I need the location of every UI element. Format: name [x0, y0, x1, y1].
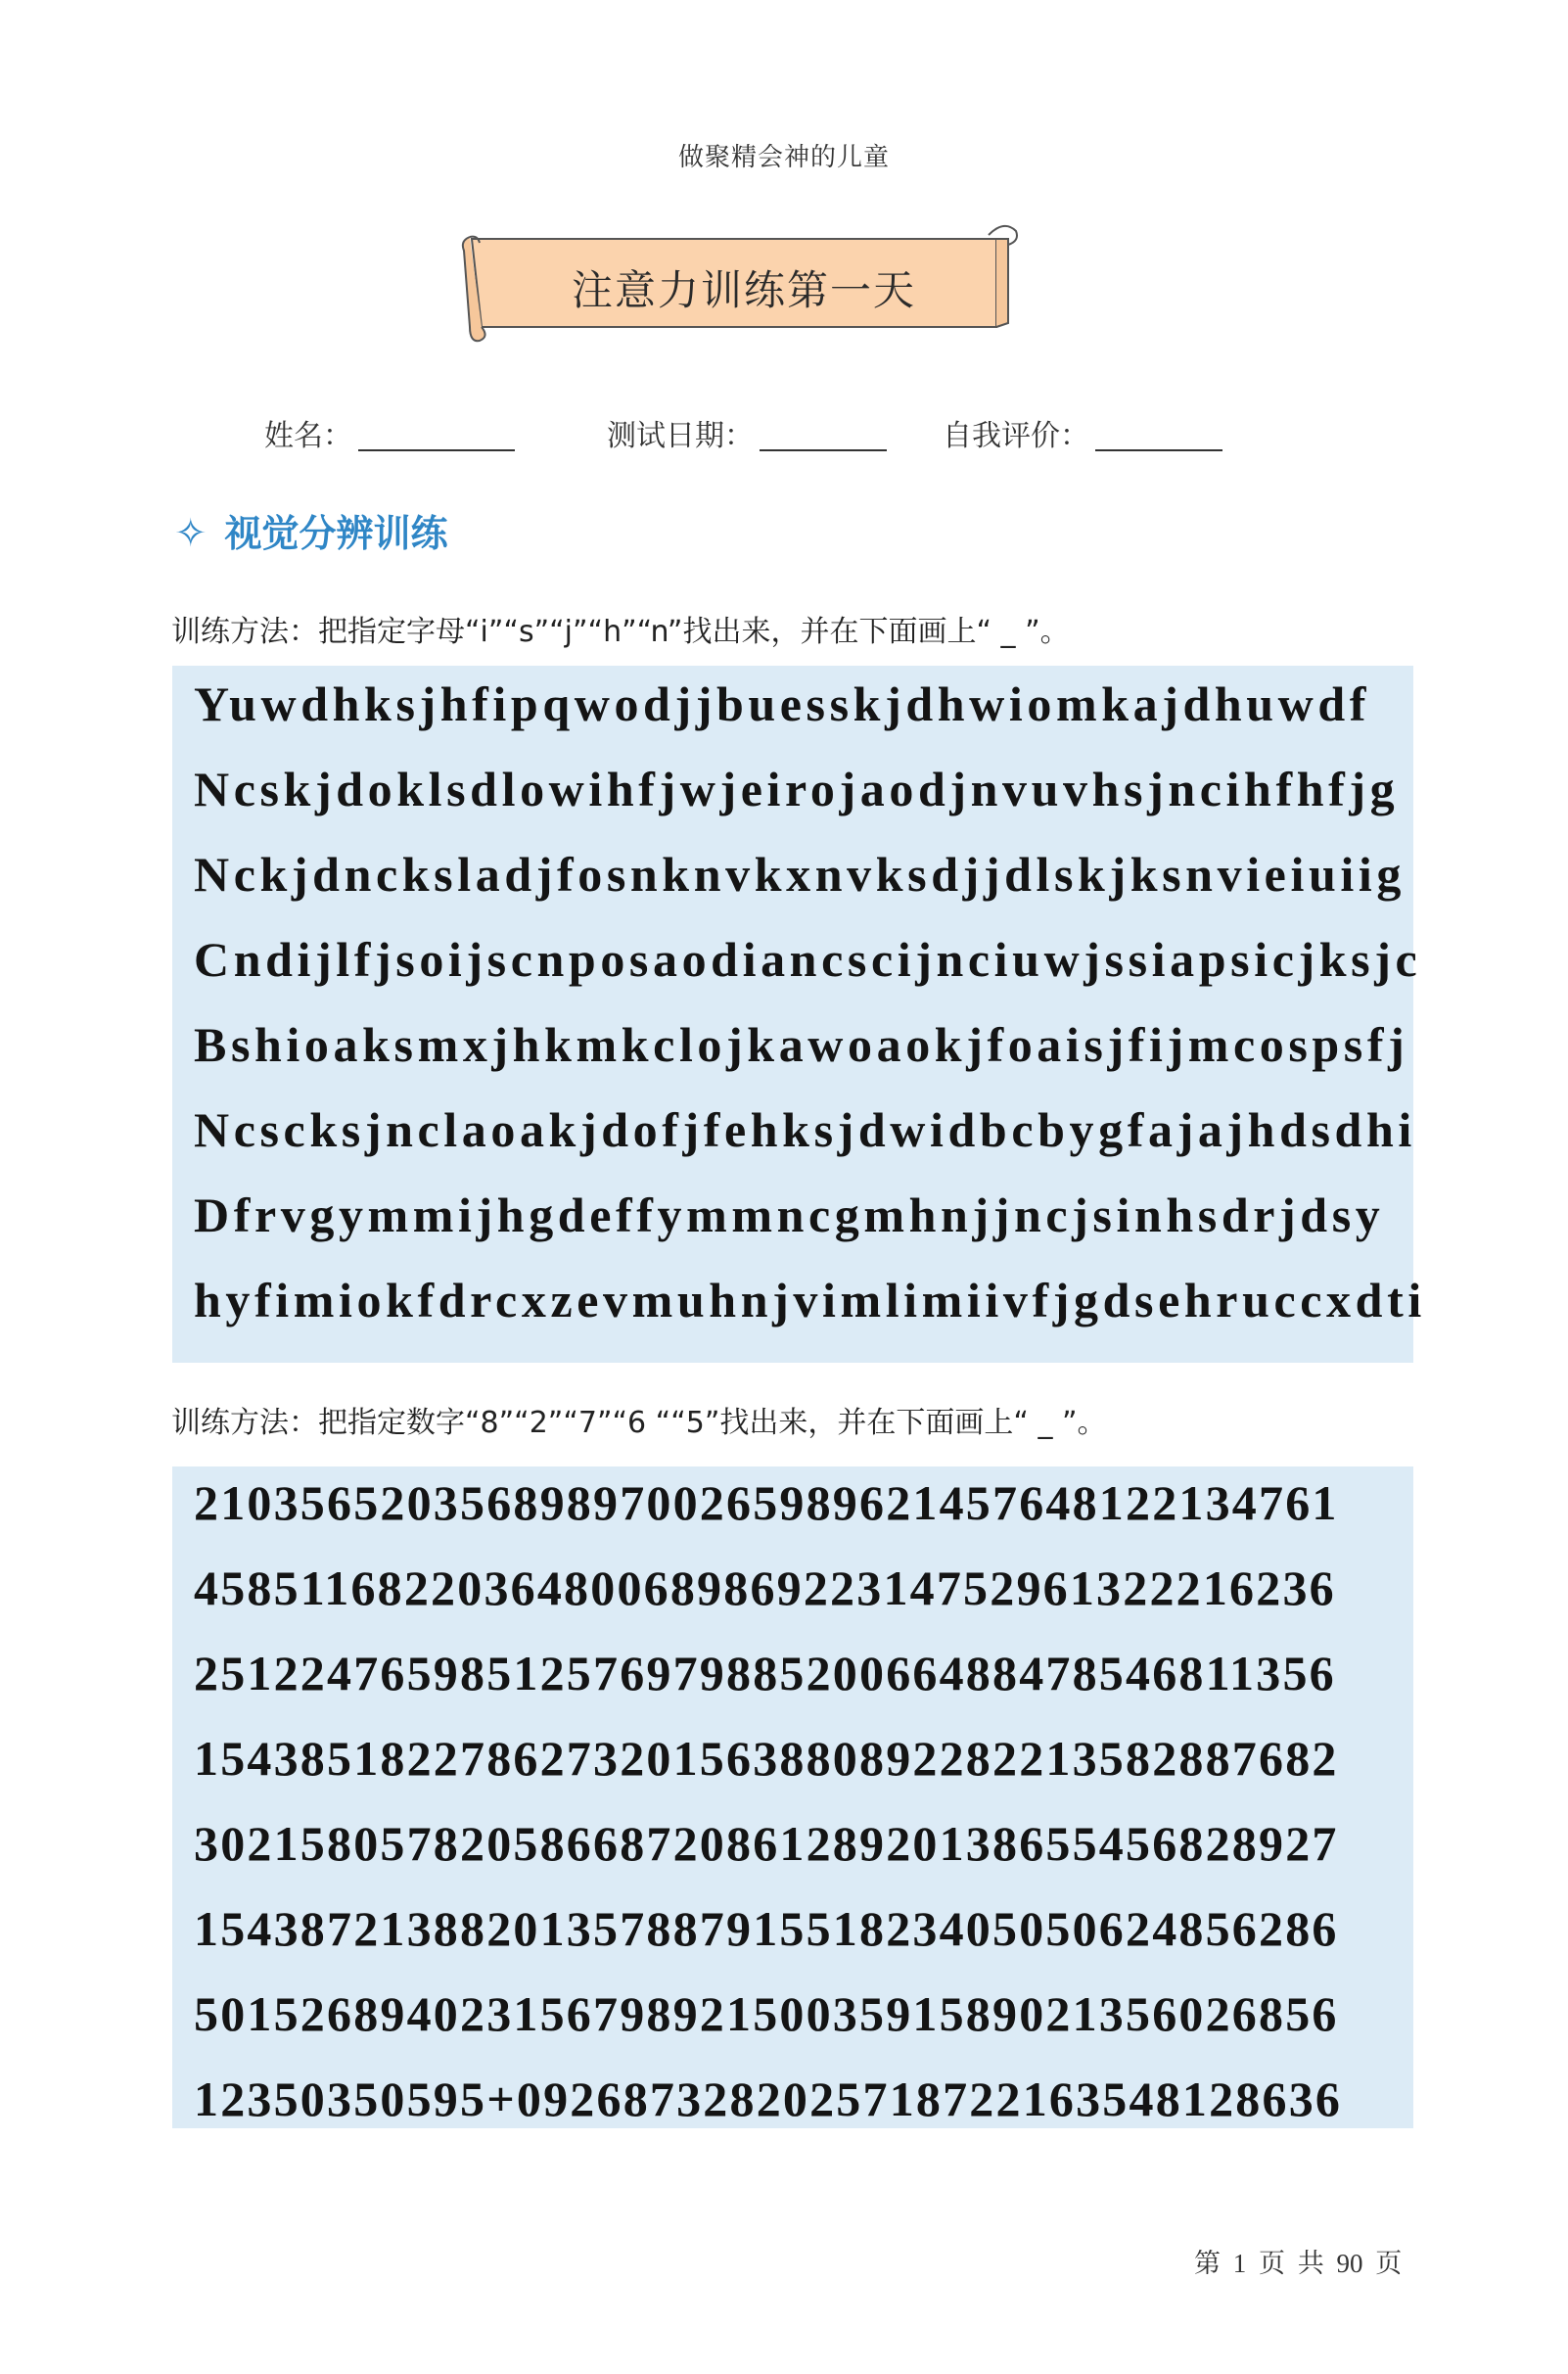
sparkle-icon: ✧ — [174, 511, 208, 556]
test-date-blank-line[interactable] — [760, 449, 887, 451]
digit-row: 5015268940231567989215003591589021356026856 — [194, 1986, 1339, 2041]
digit-row: 4585116822036480068986922314752961322216236 — [194, 1560, 1336, 1615]
test-date-label: 测试日期： — [607, 419, 754, 453]
letter-row: Ncskjdoklsdlowihfjwjeirojaodjnvuvhsjncihfhfjg — [194, 762, 1400, 816]
letter-row: Bshioaksmxjhkmkclojkawoaokjfoaisjfijmcospsfj — [194, 1017, 1409, 1072]
letter-row: Nckjdncksladjfosnknvkxnvksdjjdlskjksnvieiuiig — [194, 847, 1406, 902]
info-row — [264, 411, 1341, 460]
digit-row: 2103565203568989700265989621457648122134761 — [194, 1475, 1339, 1530]
digit-row: 1543872138820135788791551823405050624856286 — [194, 1901, 1339, 1956]
letter-row: Ncscksjnclaoakjdofjfehksjdwidbcbygfajajhdsdhi — [194, 1102, 1416, 1157]
letter-row: Dfrvgymmijhgdeffymmncgmhnjjncjsinhsdrjdsy — [194, 1187, 1385, 1242]
self-evaluation-blank-line[interactable] — [1095, 449, 1222, 451]
test-date-field — [607, 411, 887, 454]
banner-title: 注意力训练第一天 — [571, 266, 916, 314]
digit-row: 1543851822786273201563880892282213582887682 — [194, 1731, 1339, 1786]
self-evaluation-label: 自我评价： — [943, 419, 1089, 453]
digit-row: 3021580578205866872086128920138655456828927 — [194, 1816, 1339, 1871]
letter-row: hyfimiokfdrcxzevmuhnjvimlimiivfjgdsehruccxdti — [194, 1273, 1426, 1327]
digit-instruction: 训练方法：把指定数字“8”“2”“7”“6 ““5”找出来，并在下面画上“ _ ”。 — [171, 1406, 1107, 1440]
digit-panel — [172, 1466, 1413, 2128]
letter-instruction: 训练方法：把指定字母“i”“s”“j”“h”“n”找出来，并在下面画上“ _ ”。 — [171, 615, 1070, 649]
section-heading — [174, 503, 448, 557]
name-blank-line[interactable] — [358, 449, 515, 451]
page-header-title: 做聚精会神的儿童 — [677, 143, 890, 172]
section-title: 视觉分辨训练 — [224, 512, 448, 555]
digit-row: 2512247659851257697988520066488478546811356 — [194, 1646, 1336, 1700]
name-label: 姓名： — [264, 419, 352, 453]
digit-row: 12350350595+0926873282025718722163548128636 — [194, 2071, 1343, 2126]
title-scroll-banner — [460, 217, 1018, 354]
letter-panel — [172, 666, 1426, 1363]
letter-row: Yuwdhksjhfipqwodjjbuesskjdhwiomkajdhuwdf — [194, 676, 1371, 731]
name-field — [264, 411, 515, 454]
page-number: 第 1 页 共 90 页 — [1194, 2249, 1403, 2278]
letter-row: Cndijlfjsoijscnposaodiancscijnciuwjssiapsicjksjc — [194, 932, 1422, 987]
self-evaluation-field — [943, 411, 1222, 454]
